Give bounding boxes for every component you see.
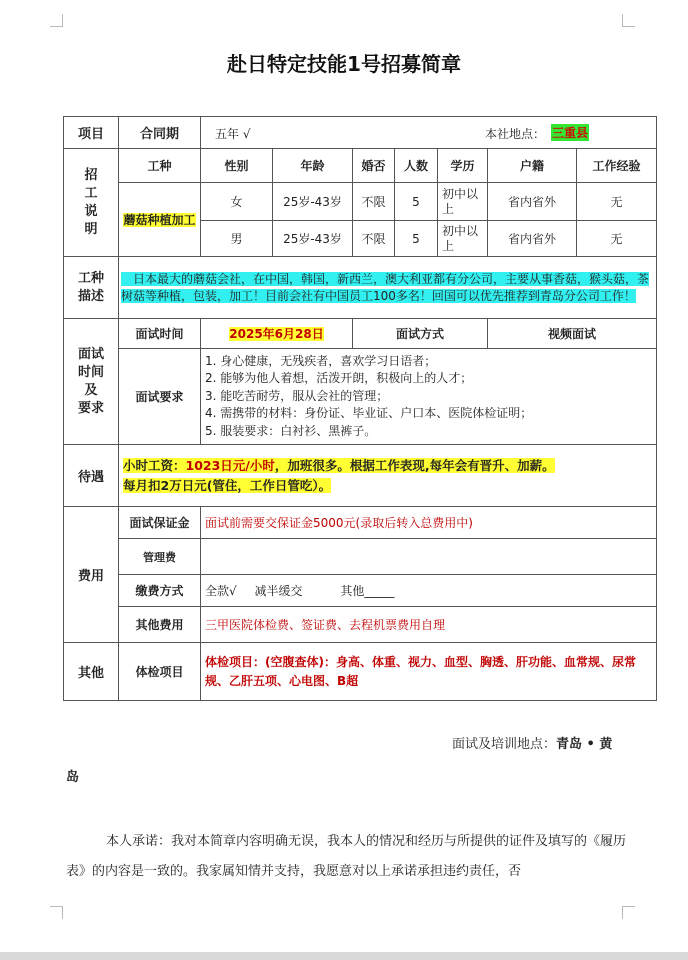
header-education: 学历: [438, 149, 488, 183]
fee-payment-row: [64, 575, 657, 607]
treatment-line-1c: ，加班很多。根据工作表现,每年会有晋升、加薪。: [274, 457, 555, 473]
header-job: 工种: [119, 149, 201, 183]
interview-label-line: 要求: [77, 400, 104, 416]
payment-reduce: 减半缓交: [254, 584, 303, 598]
marital-cell: 不限: [353, 221, 395, 257]
age-cell: 25岁-43岁: [273, 183, 353, 221]
interview-label-line: 及: [84, 382, 98, 398]
page-title: 赴日特定技能1号招募简章: [227, 52, 461, 76]
interview-method-value: 视频面试: [488, 319, 657, 349]
count-cell: 5: [395, 183, 438, 221]
job-name: 蘑菇种植加工: [123, 213, 196, 227]
treatment-label: 待遇: [64, 445, 119, 507]
requirements-list: [205, 353, 652, 441]
job-desc-label-line: 描述: [77, 288, 104, 304]
recruit-header-row: [64, 149, 657, 183]
other-fee-label: 其他费用: [119, 607, 201, 643]
interview-date: 2025年6月28日: [229, 327, 324, 341]
recruit-label-char: 明: [84, 221, 98, 237]
hq-label: 本社地点：: [485, 126, 546, 141]
interview-time-row: [64, 319, 657, 349]
interview-method-label: 面试方式: [353, 319, 488, 349]
mgmt-fee-value: [201, 539, 657, 575]
contract-period-value: 五年 √: [215, 126, 251, 141]
recruit-label-char: 说: [84, 203, 98, 219]
header-marital: 婚否: [353, 149, 395, 183]
crop-mark-top-left: [50, 14, 63, 27]
age-cell: 25岁-43岁: [273, 221, 353, 257]
treatment-line-1a: 小时工资：: [123, 457, 186, 473]
gender-cell: 男: [201, 221, 273, 257]
contract-period-label: 合同期: [119, 117, 201, 149]
hq-value: 三重县: [552, 125, 589, 140]
training-location-value: 青岛 • 黄: [556, 737, 613, 752]
deposit-label: 面试保证金: [119, 507, 201, 539]
header-hukou: 户籍: [488, 149, 577, 183]
list-item: 1. 身心健康，无残疾者，喜欢学习日语者；: [205, 353, 437, 368]
fees-label: 费用: [64, 507, 119, 643]
job-cell: [119, 183, 201, 257]
recruit-label-char: 工: [84, 185, 98, 201]
header-age: 年龄: [273, 149, 353, 183]
interview-time-label: 面试时间: [119, 319, 201, 349]
others-label: 其他: [64, 643, 119, 701]
recruit-section-label: [64, 149, 119, 257]
pledge-paragraph: 本人承诺：我对本简章内容明确无误，我本人的情况和经历与所提供的证件及填写的《履历表》的内容是一致的。我家属知情并支持，我愿意对以上承诺承担违约责任，否: [66, 834, 627, 879]
other-fee-value: 三甲医院体检费、签证费、去程机票费用自理: [201, 607, 657, 643]
project-label: 项目: [64, 117, 119, 149]
job-desc-label-line: 工种: [77, 270, 104, 286]
treatment-row: [64, 445, 657, 507]
treatment-line-2-text: 每月扣2万日元(管住，工作日管吃）。: [123, 477, 332, 493]
training-location: [452, 733, 612, 752]
job-description-row: [64, 257, 657, 319]
gender-cell: 女: [201, 183, 273, 221]
deposit-value: 面试前需要交保证金5000元(录取后转入总费用中): [201, 507, 657, 539]
experience-cell: 无: [577, 183, 657, 221]
treatment-line-2: [123, 476, 652, 496]
fee-deposit-row: [64, 507, 657, 539]
job-desc-cell: [119, 257, 657, 319]
treatment-cell: [119, 445, 657, 507]
crop-mark-bottom-right: [622, 906, 635, 919]
marital-cell: 不限: [353, 183, 395, 221]
list-item: 3. 能吃苦耐劳，服从会社的管理；: [205, 388, 389, 403]
training-location-label: 面试及培训地点：: [452, 737, 557, 752]
payment-label: 缴费方式: [119, 575, 201, 607]
page-bottom-bar: [0, 952, 688, 960]
payment-other: 其他_____: [340, 584, 395, 598]
recruitment-table: [63, 116, 657, 701]
job-desc-label: [64, 257, 119, 319]
table-row: [64, 183, 657, 221]
job-desc-text: 日本最大的蘑菇会社，在中国，韩国，新西兰，澳大利亚都有分公司，主要从事香菇，猴头菇，茶树菇等种植，包装，加工！目前会社有中国员工100多名！回国可以优先推荐到青岛分公司工作！: [121, 271, 650, 303]
interview-req-label: 面试要求: [119, 349, 201, 445]
payment-full: 全款√: [205, 584, 237, 598]
exam-value: 体检项目：(空腹查体)：身高、体重、视力、血型、胸透、肝功能、血常规、尿常规、乙肝五项、心电图、B超: [201, 643, 657, 701]
header-experience: 工作经验: [577, 149, 657, 183]
interview-label-line: 时间: [77, 364, 104, 380]
list-item: 2. 能够为他人着想，活泼开朗，积极向上的人才；: [205, 371, 473, 386]
exam-label: 体检项目: [119, 643, 201, 701]
count-cell: 5: [395, 221, 438, 257]
list-item: 4. 需携带的材料：身份证、毕业证、户口本、医院体检证明；: [205, 406, 533, 421]
interview-req-row: [64, 349, 657, 445]
interview-section-label: [64, 319, 119, 445]
payment-cell: [201, 575, 657, 607]
hourly-wage: 1023日元/小时: [185, 457, 275, 473]
treatment-line-1: [123, 456, 652, 476]
crop-mark-bottom-left: [50, 906, 63, 919]
header-gender: 性别: [201, 149, 273, 183]
experience-cell: 无: [577, 221, 657, 257]
header-count: 人数: [395, 149, 438, 183]
education-cell: 初中以上: [438, 221, 488, 257]
others-row: [64, 643, 657, 701]
training-location-continued: 岛: [66, 770, 80, 785]
recruit-label-char: 招: [84, 167, 98, 183]
fee-other-row: [64, 607, 657, 643]
fee-mgmt-row: [64, 539, 657, 575]
interview-time-cell: [201, 319, 353, 349]
hukou-cell: 省内省外: [488, 221, 577, 257]
contract-period-cell: [201, 117, 657, 149]
interview-label-line: 面试: [77, 346, 104, 362]
education-cell: 初中以上: [438, 183, 488, 221]
crop-mark-top-right: [622, 14, 635, 27]
hukou-cell: 省内省外: [488, 183, 577, 221]
interview-req-cell: [201, 349, 657, 445]
mgmt-fee-label: 管理费: [119, 539, 201, 575]
contract-row: [64, 117, 657, 149]
list-item: 5. 服装要求：白衬衫、黑裤子。: [205, 423, 377, 438]
